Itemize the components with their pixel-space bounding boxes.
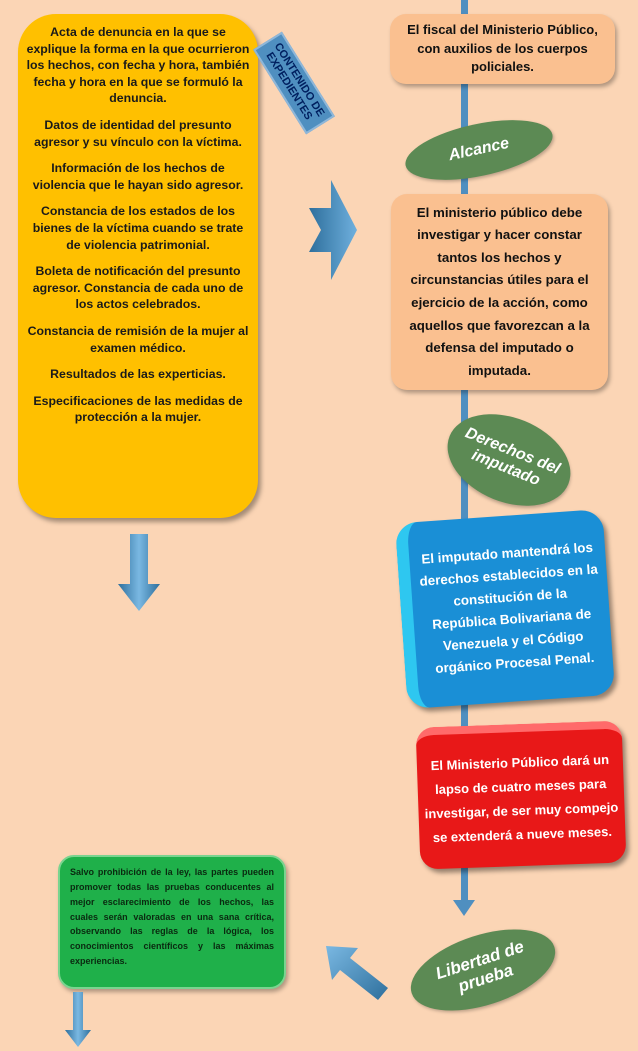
libertad-prueba-oval: Libertad de prueba <box>401 914 565 1027</box>
contents-item: Constancia de los estados de los bienes de la víctima cuando se trate de violencia patrimonial. <box>32 204 244 252</box>
contents-item: Boleta de notificación del presunto agresor. Constancia de cada uno de los actos celebrados. <box>32 264 244 312</box>
contents-item: Especificaciones de las medidas de protección a la mujer. <box>33 393 243 425</box>
diagonal-arrow <box>322 942 392 1002</box>
contenido-expedientes-tag: CONTENIDO DE EXPEDIENTES <box>253 32 335 135</box>
derechos-imputado-oval: Derechos del imputado <box>434 397 584 523</box>
connector-arrowhead <box>453 900 475 916</box>
chevron-right-arrow <box>307 180 359 280</box>
contents-item: Constancia de remisión de la mujer al examen médico. <box>27 323 249 355</box>
free-evidence-box <box>58 855 286 989</box>
free-evidence-text: Salvo prohibición de la ley, las partes pueden promover todas las pruebas conducentes al mejor esclarecimiento de los hechos, las cuales serán valoradas en una sana crítica, observando las reglas de la lógica, los conocimientos científicos y las máximas experiencias. <box>70 867 274 967</box>
imputado-rights-box: El imputado mantendrá los derechos establecidos en la constitución de la República Bolivariana de Venezuela y el Código orgánico Procesal Penal. <box>395 509 615 709</box>
contents-item: Resultados de las experticias. <box>50 367 226 382</box>
contents-item: Acta de denuncia en la que se explique la forma en la que ocurrieron los hechos, con fecha y hora, también fecha y hora en la que se formuló la denuncia. <box>26 25 250 106</box>
bottom-down-arrow <box>64 992 92 1048</box>
contents-item: Información de los hechos de violencia que le hayan sido agresor. <box>32 161 244 192</box>
expedient-contents-box <box>18 14 258 518</box>
contents-item: Datos de identidad del presunto agresor y su vínculo con la víctima. <box>34 117 242 149</box>
down-arrow <box>117 534 161 612</box>
alcance-oval: Alcance <box>400 109 558 191</box>
investigation-period-box: El Ministerio Público dará un lapso de cuatro meses para investigar, de ser muy compejo se extenderá a nueve meses. <box>416 720 627 869</box>
mp-investigation-box: El ministerio público debe investigar y hacer constar tantos los hechos y circunstancias útiles para el ejercicio de la acción, como aquellos que favorezcan a la defensa del imputado o imputada. <box>391 194 608 390</box>
fiscal-box: El fiscal del Ministerio Público, con auxilios de los cuerpos policiales. <box>390 14 615 84</box>
